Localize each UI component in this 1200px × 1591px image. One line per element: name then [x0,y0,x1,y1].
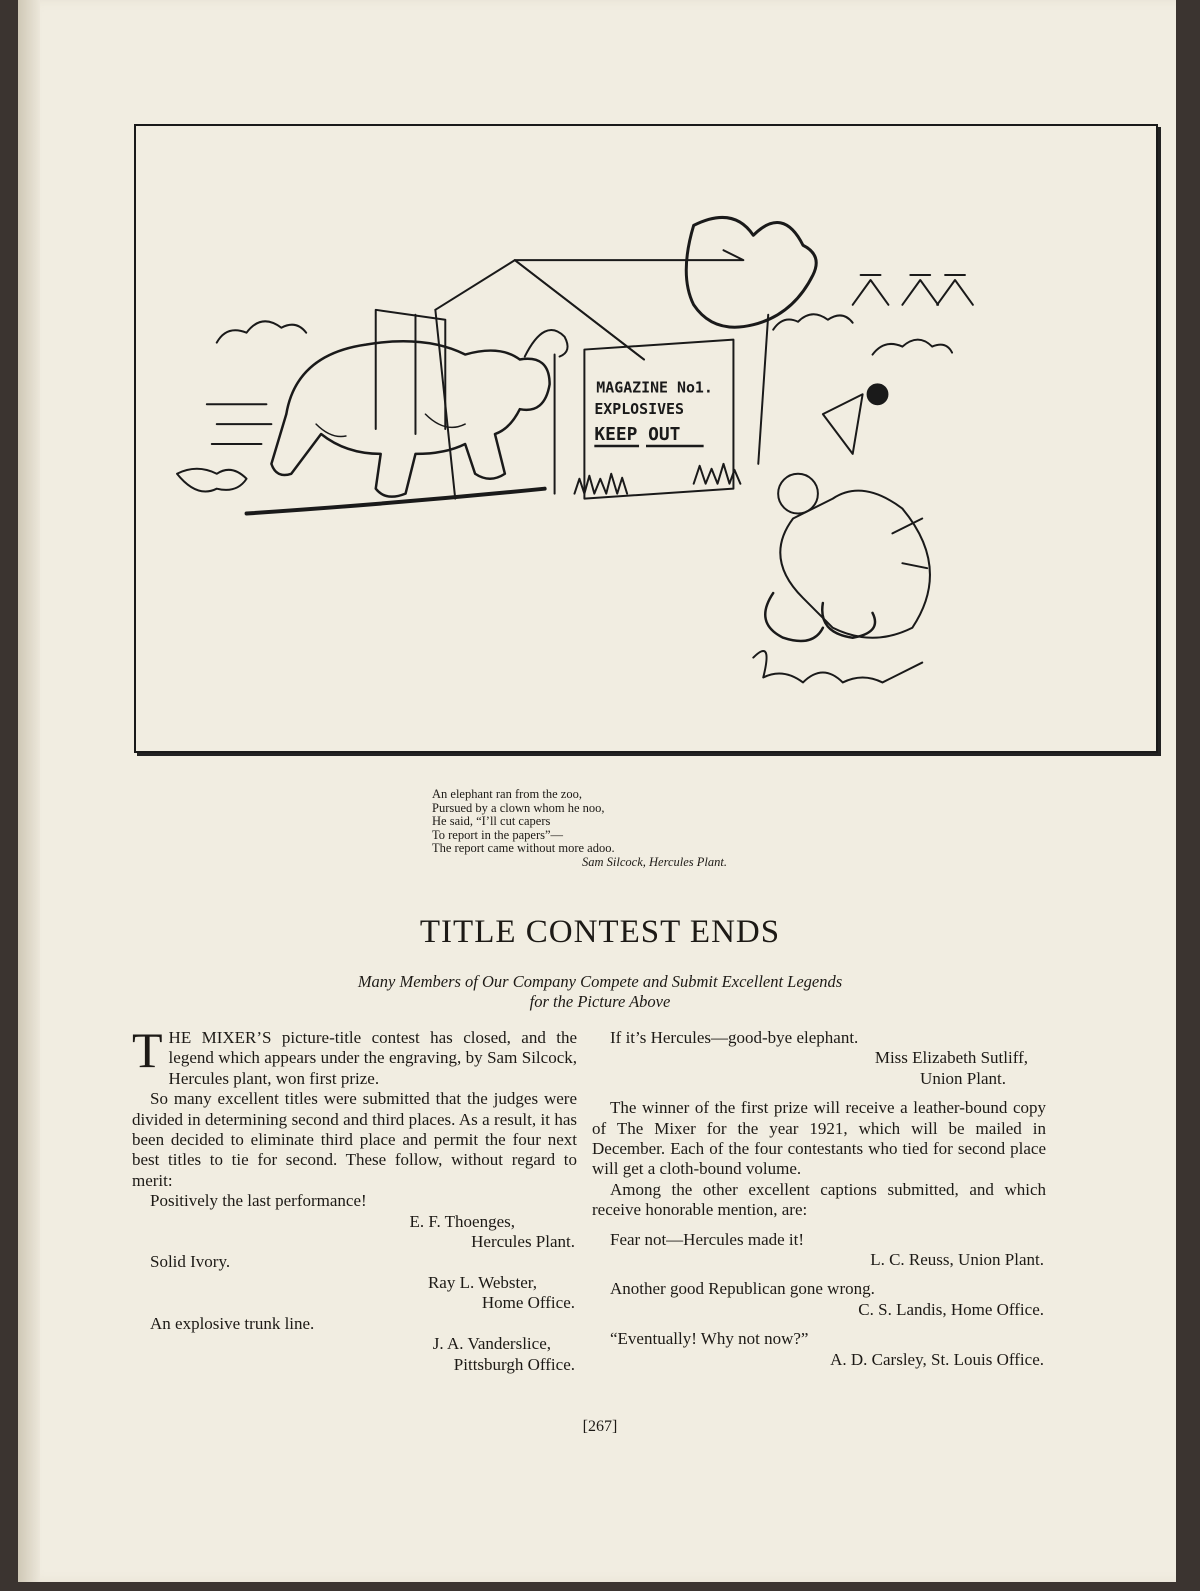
entry-author: L. C. Reuss, Union Plant. [870,1250,1044,1270]
sign-text [594,378,713,445]
article-subtitle [0,972,1200,1012]
paragraph-1 [132,1022,577,1089]
entry-title: Positively the last performance! [150,1191,367,1211]
entry-author: C. S. Landis, Home Office. [858,1299,1044,1319]
entry-author: Pittsburgh Office. [453,1354,575,1374]
entry-title: If it’s Hercules—good-bye elephant. [610,1028,859,1047]
page-gutter [18,0,40,1582]
entry-author: A. D. Carsley, St. Louis Office. [830,1349,1044,1369]
paragraph-3: The winner of the first prize will receive a leather-bound copy of The Mixer for the year 1921, which will be mailed in December. Each of the four contestants who tied for second place will get a cloth-bound volume. [592,1098,1046,1179]
entry-title: Another good Republican gone wrong. [610,1279,875,1299]
entry-author: Home Office. [481,1293,575,1313]
page-number: [267] [582,1418,618,1435]
winning-verse [432,788,792,869]
entry [132,1314,577,1375]
paragraph-4: Among the other excellent captions submitted, and which receive honorable mention, are: [592,1179,1046,1220]
verse-line: Pursued by a clown whom he noo, [432,800,605,815]
subtitle-line-2: for the Picture Above [529,992,671,1011]
entry [592,1279,1046,1320]
entry-author: J. A. Vanderslice, [432,1334,551,1354]
entry-title: “Eventually! Why not now?” [610,1329,809,1349]
cartoon-drawing [136,126,1156,751]
entry-author: Ray L. Webster, [427,1272,537,1292]
cartoon-illustration [134,124,1158,753]
verse-line: To report in the papers”— [432,827,564,842]
entry-title: Solid Ivory. [150,1252,231,1272]
verse-line: An elephant ran from the zoo, [432,787,582,801]
sign-line-3: KEEP OUT [594,423,681,445]
entry-author: E. F. Thoenges, [409,1211,515,1231]
entry [132,1252,577,1313]
paragraph-2: So many excellent titles were submitted that the judges were divided in determining second and third places. As a result, it has been decided to eliminate third place and permit the four next best titles to tie for second. These follow, without regard to merit: [132,1089,577,1190]
entry [132,1191,577,1252]
entry-author: Hercules Plant. [471,1232,575,1252]
entry-author: Miss Elizabeth Sutliff, [874,1048,1028,1068]
verse-credit: Sam Silcock, Hercules Plant. [582,854,727,869]
sign-line-2: EXPLOSIVES [594,400,684,419]
verse-line: He said, “I’ll cut capers [432,814,551,828]
entry [592,1028,1046,1089]
subtitle-line-1: Many Members of Our Company Compete and Submit Excellent Legends [357,972,843,991]
paragraph-1-text: HE MIXER’S picture-title contest has closed, and the legend which appears under the engraving, by Sam Silcock, Hercules plant, won first prize. [168,1028,577,1088]
entry [592,1329,1046,1370]
entry-title: Fear not—Hercules made it! [610,1229,805,1249]
entry-title: An explosive trunk line. [150,1313,315,1333]
entry [592,1230,1046,1271]
entry-author: Union Plant. [920,1068,1006,1088]
article-title: TITLE CONTEST ENDS [419,914,781,950]
left-column [132,1022,577,1375]
sign-line-1: MAGAZINE No1. [596,378,713,397]
right-column [592,1028,1046,1370]
drop-cap: T [132,1022,163,1078]
verse-line: The report came without more adoo. [432,841,615,855]
